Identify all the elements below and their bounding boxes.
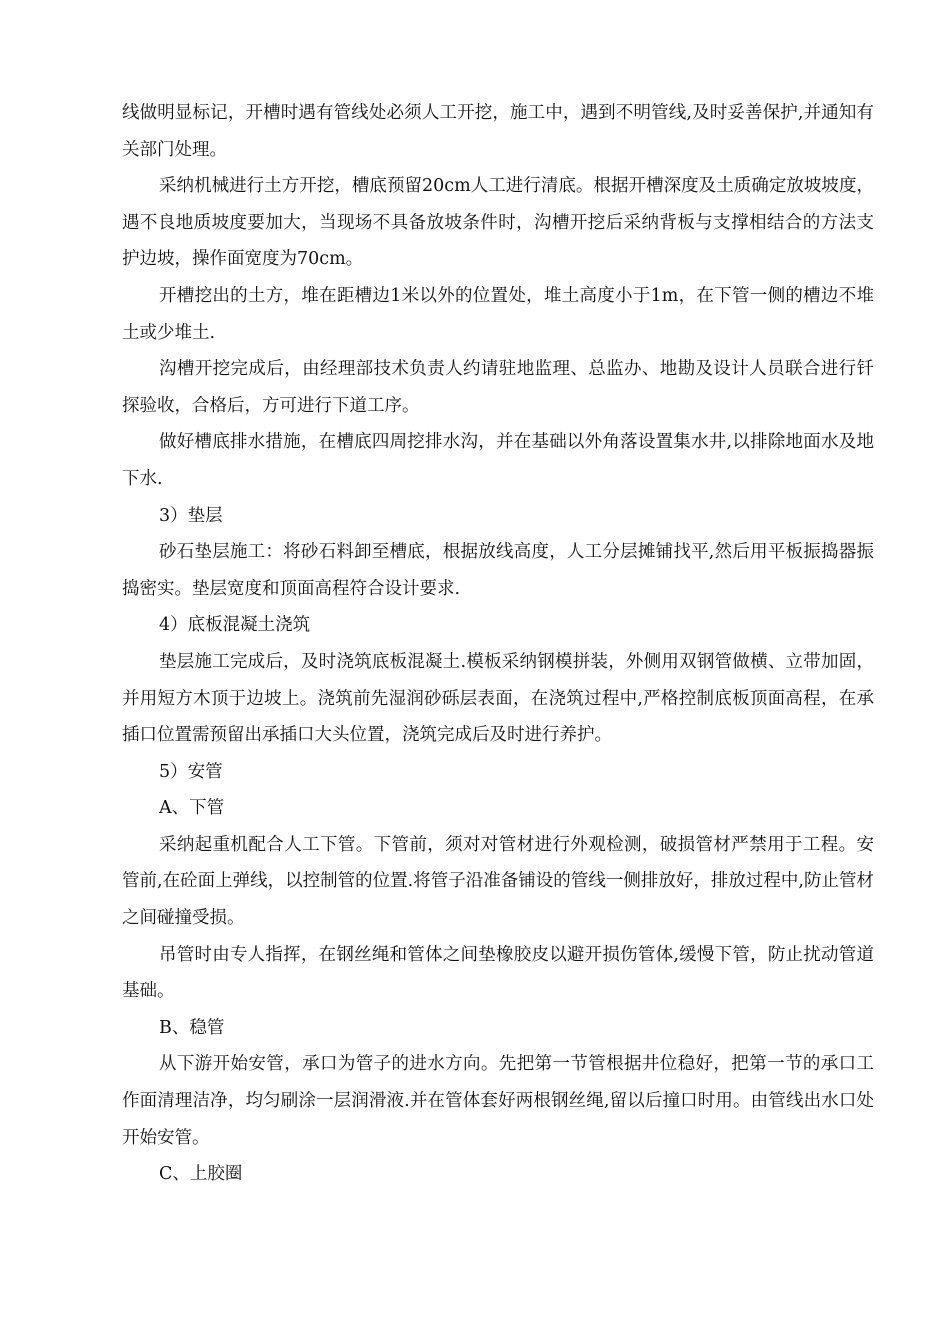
heading-stabilizing-pipe: B、稳管 <box>159 1017 225 1038</box>
paragraph-base-concrete: 垫层施工完成后，及时浇筑底板混凝土.模板采纳钢模拼装，外侧用双钢管做横、立带加固，并用短方木顶于边坡上。浇筑前先湿润砂砾层表面，在浇筑过程中,严格控制底板顶面高程，在承插口位置需预留出承插口大头位置，浇筑完成后及时进行养护。 <box>122 651 874 746</box>
paragraph-stabilizing-pipe: 从下游开始安管，承口为管子的进水方向。先把第一节管根据井位稳好，把第一节的承口工作面清理洁净，均匀刷涂一层润滑液.并在管体套好两根钢丝绳,留以后撞口时用。由管线出水口处开始安管。 <box>122 1054 874 1148</box>
document-body <box>122 95 874 1193</box>
paragraph-continued: 线做明显标记，开槽时遇有管线处必须人工开挖，施工中，遇到不明管线,及时妥善保护,并通知有关部门处理。 <box>122 103 874 160</box>
heading-lowering-pipe: A、下管 <box>159 798 225 819</box>
paragraph-cushion-layer: 砂石垫层施工：将砂石料卸至槽底，根据放线高度，人工分层摊铺找平,然后用平板振捣器振捣密实。垫层宽度和顶面高程符合设计要求. <box>122 542 874 599</box>
paragraph-hoisting: 吊管时由专人指挥，在钢丝绳和管体之间垫橡胶皮以避开损伤管体,缓慢下管，防止扰动管道基础。 <box>122 944 874 1002</box>
heading-rubber-ring: C、上胶圈 <box>159 1164 243 1185</box>
heading-pipe-installation: 5）安管 <box>159 761 223 782</box>
paragraph-excavation: 采纳机械进行土方开挖，槽底预留20cm人工进行清底。根据开槽深度及土质确定放坡坡度，遇不良地质坡度要加大，当现场不具备放坡条件时，沟槽开挖后采纳背板与支撑相结合的方法支护边坡，操作面宽度为70cm。 <box>122 176 874 270</box>
paragraph-drainage: 做好槽底排水措施，在槽底四周挖排水沟，并在基础以外角落设置集水井,以排除地面水及地下水. <box>122 432 874 489</box>
heading-base-concrete: 4）底板混凝土浇筑 <box>159 615 311 636</box>
paragraph-lowering-pipe: 采纳起重机配合人工下管。下管前，须对对管材进行外观检测，破损管材严禁用于工程。安管前,在砼面上弹线，以控制管的位置.将管子沿准备铺设的管线一侧排放好，排放过程中,防止管材之间碰撞受损。 <box>122 834 874 929</box>
paragraph-spoil-placement: 开槽挖出的土方，堆在距槽边1米以外的位置处，堆土高度小于1m，在下管一侧的槽边不堆土或少堆土. <box>122 285 874 343</box>
heading-cushion-layer: 3）垫层 <box>159 505 223 526</box>
paragraph-inspection: 沟槽开挖完成后，由经理部技术负责人约请驻地监理、总监办、地勘及设计人员联合进行钎探验收，合格后，方可进行下道工序。 <box>122 359 874 416</box>
